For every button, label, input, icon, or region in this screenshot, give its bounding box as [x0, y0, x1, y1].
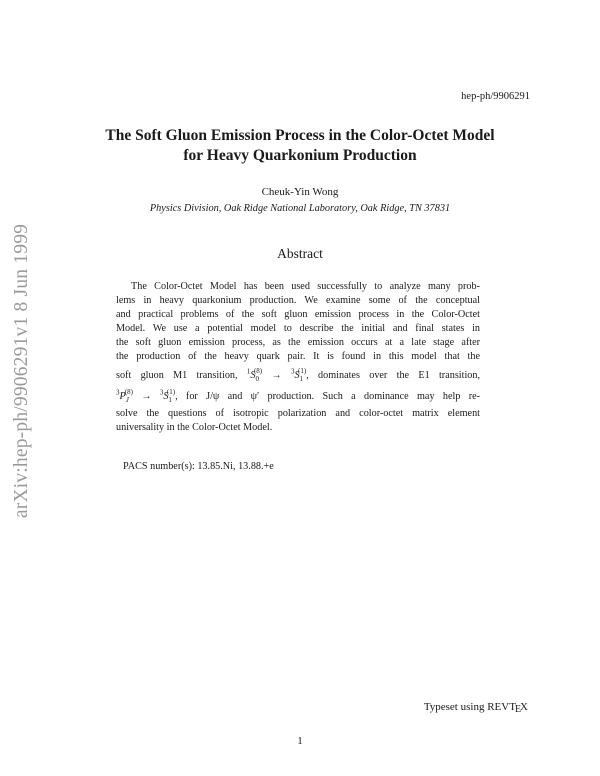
- revtex-t: T: [509, 701, 516, 713]
- e1-transition-formula: $^3P_J^{(8)} \to ^3S_1^{(1)}$: [116, 388, 176, 404]
- abstract-line: universality in the Color-Octet Model.: [116, 421, 273, 433]
- revtex-x: X: [520, 701, 528, 713]
- typeset-note: Typeset using REVTEX: [423, 701, 528, 715]
- abstract-line: the soft gluon emission process, as the emission occurs at a late stage after: [116, 337, 480, 349]
- report-id: hep-ph/9906291: [461, 91, 530, 102]
- title-line-1: The Soft Gluon Emission Process in the Color-Octet Model: [105, 127, 495, 144]
- abstract-line-math-1: soft gluon M1 transition, $^1S_0^{(8)} \to ^3S_1^{(1)}$, dominates over the E1 transition,: [116, 367, 481, 383]
- abstract-line: and practical problems of the soft gluon emission process in the Color-Octet: [116, 309, 480, 321]
- author-name: Cheuk-Yin Wong: [261, 186, 339, 198]
- m1-transition-formula: $^1S_0^{(8)} \to ^3S_1^{(1)}$: [246, 367, 307, 383]
- page-number: 1: [297, 735, 303, 747]
- abstract-line: The Color-Octet Model has been used successfully to analyze many prob-: [131, 281, 480, 292]
- abstract-line: the production of the heavy quark pair. It is found in this model that the: [116, 351, 480, 363]
- revtex-e: E: [514, 704, 522, 715]
- pacs-numbers: PACS number(s): 13.85.Ni, 13.88.+e: [123, 461, 274, 472]
- title-line-2: for Heavy Quarkonium Production: [183, 147, 417, 164]
- abstract-line: solve the questions of isotropic polarization and color-octet matrix element: [116, 407, 480, 419]
- abstract-line: Model. We use a potential model to describe the initial and final states in: [116, 323, 480, 335]
- abstract-heading: Abstract: [277, 246, 323, 261]
- abstract-line-math-2: $^3P_J^{(8)} \to ^3S_1^{(1)}$, for J/ψ and ψ′ production. Such a dominance may help re-: [116, 388, 480, 404]
- author-affiliation: Physics Division, Oak Ridge National Laboratory, Oak Ridge, TN 37831: [149, 203, 451, 214]
- abstract-line: lems in heavy quarkonium production. We examine some of the conceptual: [116, 295, 480, 307]
- paper-title: [60, 126, 540, 166]
- arxiv-side-stamp: arXiv:hep-ph/9906291v1 8 Jun 1999: [11, 223, 33, 519]
- abstract-body: [116, 280, 480, 435]
